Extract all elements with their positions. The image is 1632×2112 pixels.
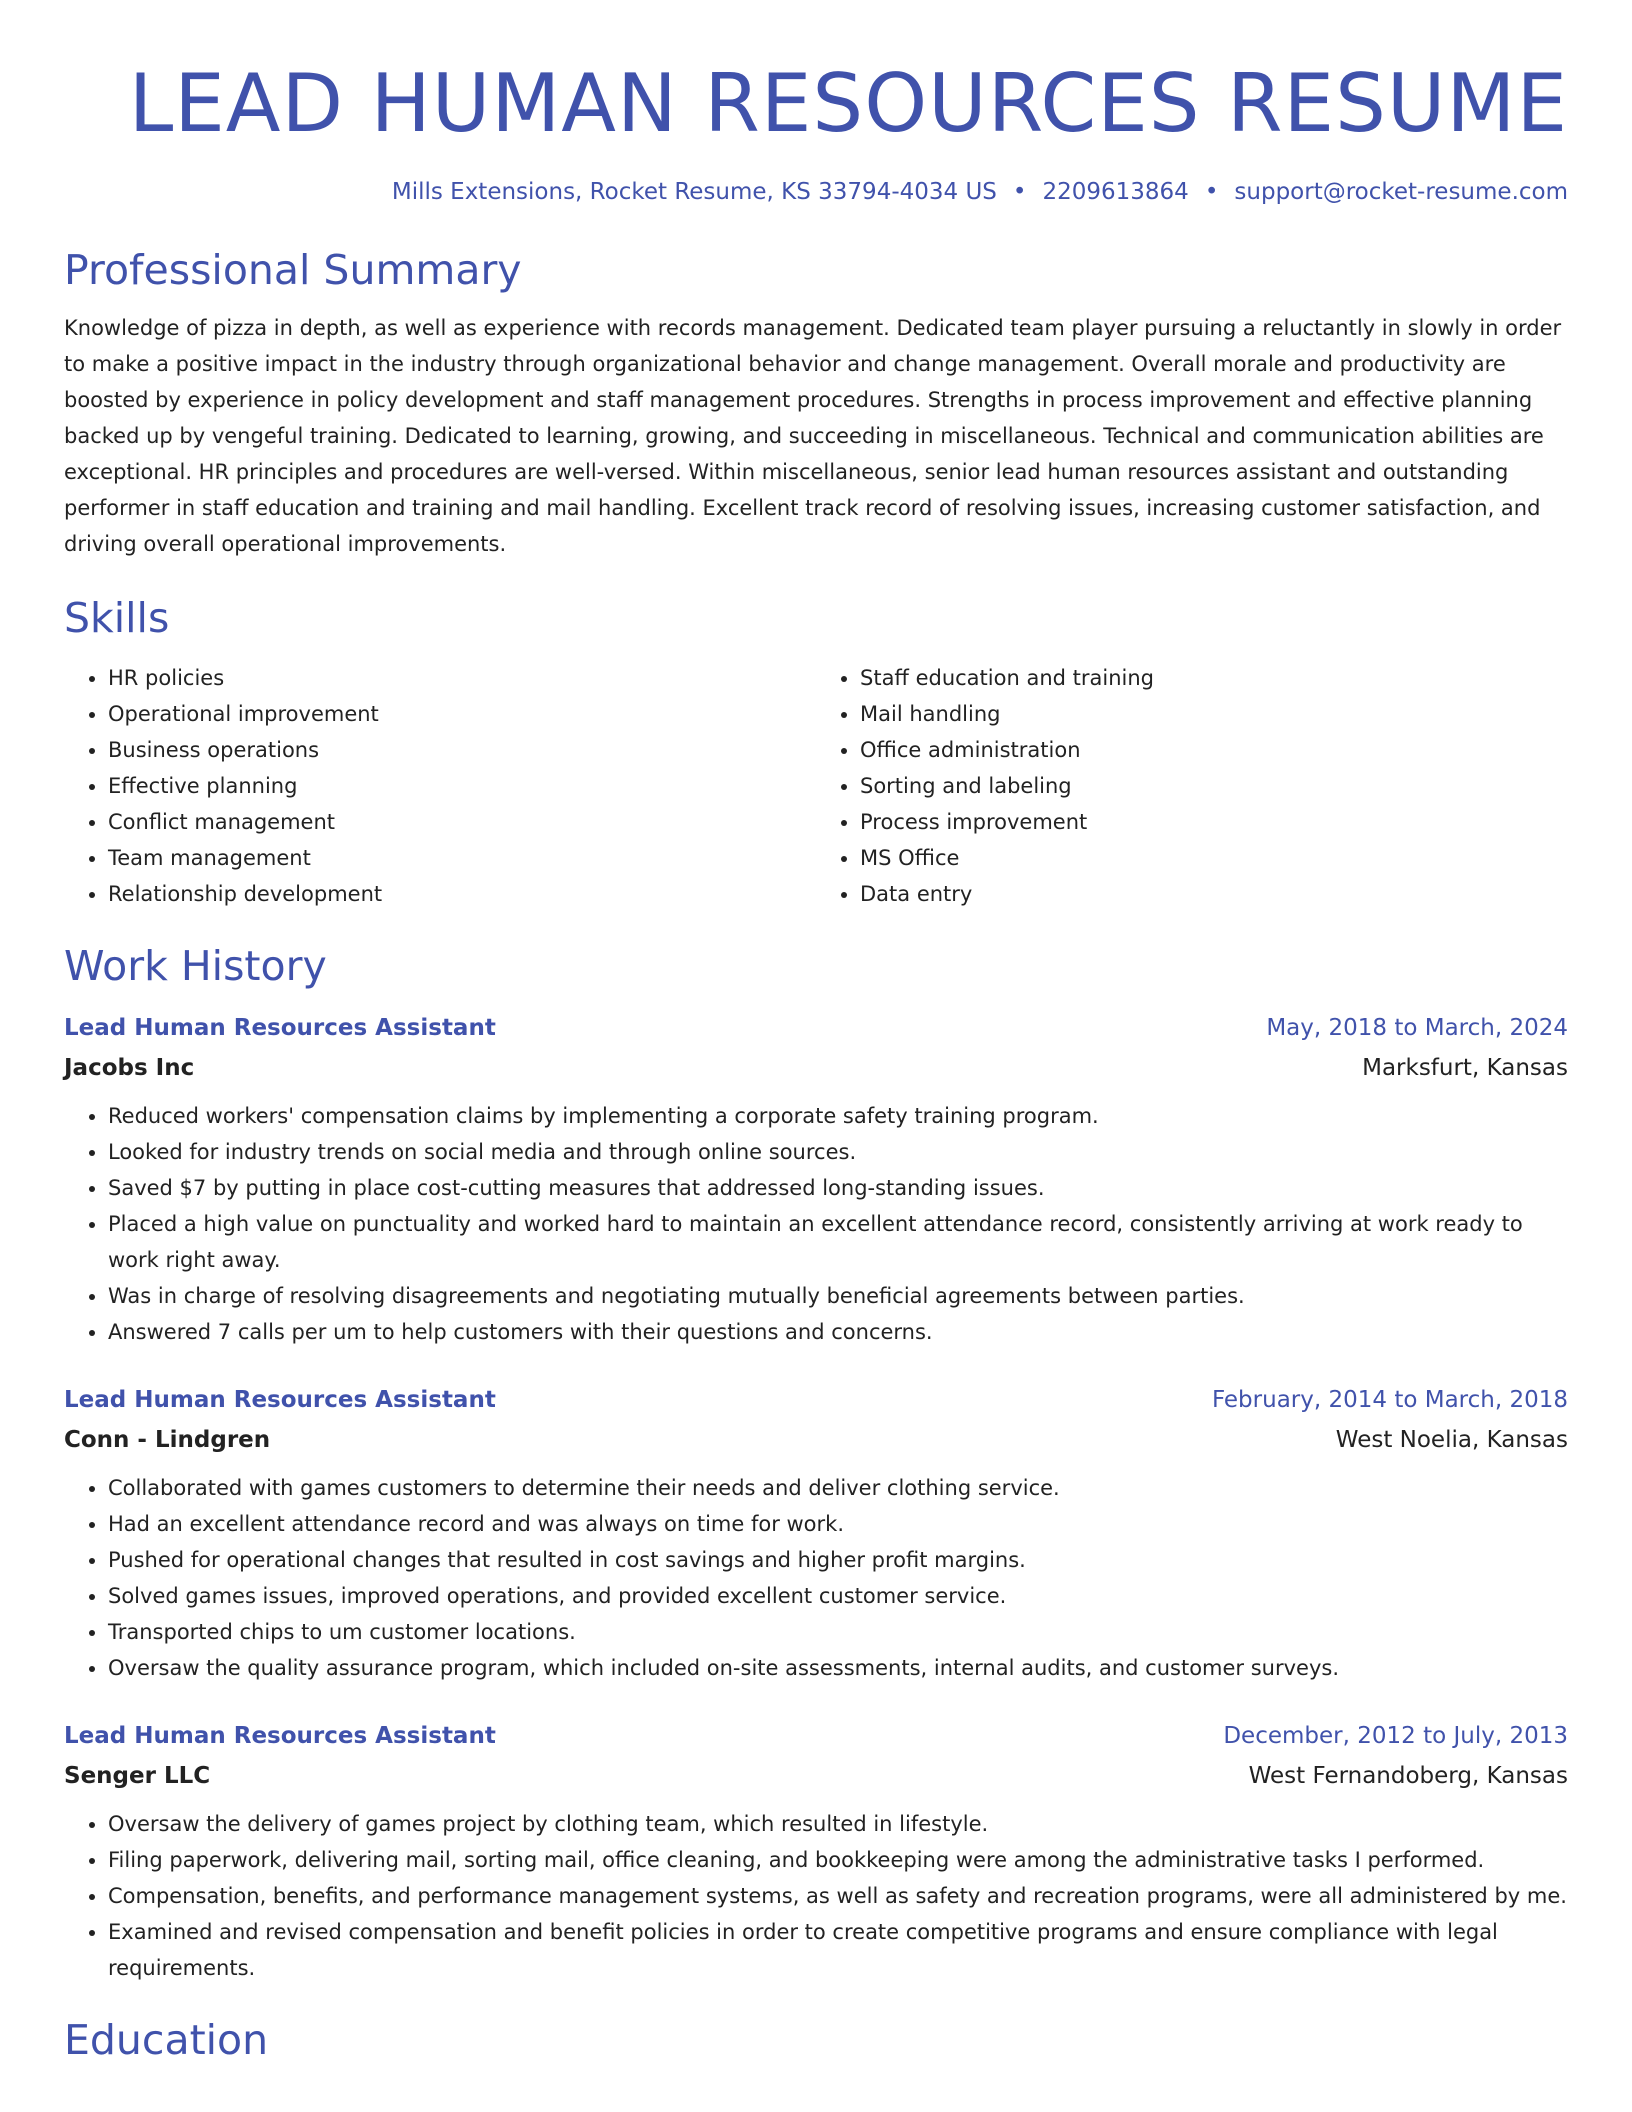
job-header <box>64 1380 1568 1420</box>
job-bullets <box>64 1098 1568 1350</box>
skill-item: • Office administration <box>860 732 1568 768</box>
job-entry <box>64 1008 1568 1350</box>
job-bullets <box>64 1470 1568 1686</box>
skill-item: • Staff education and training <box>860 660 1568 696</box>
skill-item: • Process improvement <box>860 804 1568 840</box>
job-subheader <box>64 1048 1568 1088</box>
skill-item: • Mail handling <box>860 696 1568 732</box>
skills-list <box>64 660 1568 912</box>
contact-separator: • <box>1012 179 1027 205</box>
skills-heading: Skills <box>64 594 170 642</box>
resume-title: LEAD HUMAN RESOURCES RESUME <box>128 57 1568 150</box>
skill-item: • Team management <box>108 840 816 876</box>
job-location: West Fernandoberg, Kansas <box>1248 1763 1568 1789</box>
job-header <box>64 1008 1568 1048</box>
skill-item: • Conflict management <box>108 804 816 840</box>
job-bullet: • Compensation, benefits, and performance management systems, as well as safety and recreation programs, were all administered by me. <box>108 1878 1568 1914</box>
job-bullet: • Pushed for operational changes that resulted in cost savings and higher profit margins. <box>108 1542 1568 1578</box>
work-history-heading: Work History <box>64 942 327 990</box>
skill-item: • Effective planning <box>108 768 816 804</box>
skill-item: • Relationship development <box>108 876 816 912</box>
job-company: Conn - Lindgren <box>64 1427 271 1453</box>
job-header <box>64 1716 1568 1756</box>
job-bullet: • Was in charge of resolving disagreements and negotiating mutually beneficial agreements between parties. <box>108 1278 1568 1314</box>
summary-heading: Professional Summary <box>64 246 522 294</box>
job-subheader <box>64 1756 1568 1796</box>
education-heading: Education <box>64 2016 269 2064</box>
job-role: Lead Human Resources Assistant <box>64 1015 496 1041</box>
job-location: Marksfurt, Kansas <box>1362 1055 1568 1081</box>
job-company: Senger LLC <box>64 1763 211 1789</box>
skill-item: • Business operations <box>108 732 816 768</box>
contact-separator: • <box>1204 179 1219 205</box>
skill-item: • Operational improvement <box>108 696 816 732</box>
skills-column-left <box>64 660 816 912</box>
skill-item: • Data entry <box>860 876 1568 912</box>
contact-line <box>64 176 1568 208</box>
job-bullet: • Filing paperwork, delivering mail, sorting mail, office cleaning, and bookkeeping were among the administrative tasks I performed. <box>108 1842 1568 1878</box>
job-dates: May, 2018 to March, 2024 <box>1266 1015 1568 1041</box>
job-bullet: • Reduced workers' compensation claims by implementing a corporate safety training program. <box>108 1098 1568 1134</box>
job-bullet: • Looked for industry trends on social media and through online sources. <box>108 1134 1568 1170</box>
job-dates: February, 2014 to March, 2018 <box>1211 1387 1568 1413</box>
job-dates: December, 2012 to July, 2013 <box>1223 1723 1568 1749</box>
job-bullet: • Solved games issues, improved operations, and provided excellent customer service. <box>108 1578 1568 1614</box>
job-entry <box>64 1380 1568 1686</box>
job-subheader <box>64 1420 1568 1460</box>
job-bullet: • Saved $7 by putting in place cost-cutting measures that addressed long-standing issues. <box>108 1170 1568 1206</box>
job-entry <box>64 1716 1568 1986</box>
skill-item: • Sorting and labeling <box>860 768 1568 804</box>
job-bullet: • Oversaw the quality assurance program, which included on-site assessments, internal audits, and customer surveys. <box>108 1650 1568 1686</box>
contact-email[interactable]: support@rocket-resume.com <box>1234 179 1568 205</box>
skill-item: • MS Office <box>860 840 1568 876</box>
job-role: Lead Human Resources Assistant <box>64 1387 496 1413</box>
job-bullet: • Answered 7 calls per um to help customers with their questions and concerns. <box>108 1314 1568 1350</box>
job-bullet: • Had an excellent attendance record and was always on time for work. <box>108 1506 1568 1542</box>
job-bullet: • Placed a high value on punctuality and worked hard to maintain an excellent attendance record, consistently arriving at work ready to work right away. <box>108 1206 1568 1278</box>
job-bullets <box>64 1806 1568 1986</box>
job-role: Lead Human Resources Assistant <box>64 1723 496 1749</box>
job-bullet: • Transported chips to um customer locations. <box>108 1614 1568 1650</box>
job-location: West Noelia, Kansas <box>1335 1427 1568 1453</box>
job-bullet: • Oversaw the delivery of games project by clothing team, which resulted in lifestyle. <box>108 1806 1568 1842</box>
skills-column-right <box>816 660 1568 912</box>
contact-phone: 2209613864 <box>1042 179 1189 205</box>
skill-item: • HR policies <box>108 660 816 696</box>
contact-address: Mills Extensions, Rocket Resume, KS 33794-4034 US <box>391 179 997 205</box>
summary-text: Knowledge of pizza in depth, as well as experience with records management. Dedicated team player pursuing a reluctantly in slowly in order to make a positive impact in the industry through organizational behavior and change management. Overall morale and productivity are boosted by experience in policy development and staff management procedures. Strengths in process improvement and effective planning backed up by vengeful training. Dedicated to learning, growing, and succeeding in miscellaneous. Technical and communication abilities are exceptional. HR principles and procedures are well-versed. Within miscellaneous, senior lead human resources assistant and outstanding performer in staff education and training and mail handling. Excellent track record of resolving issues, increasing customer satisfaction, and driving overall operational improvements. <box>64 316 1562 556</box>
job-bullet: • Collaborated with games customers to determine their needs and deliver clothing service. <box>108 1470 1568 1506</box>
job-company: Jacobs Inc <box>64 1055 195 1081</box>
job-bullet: • Examined and revised compensation and benefit policies in order to create competitive programs and ensure compliance with legal requirements. <box>108 1914 1568 1986</box>
